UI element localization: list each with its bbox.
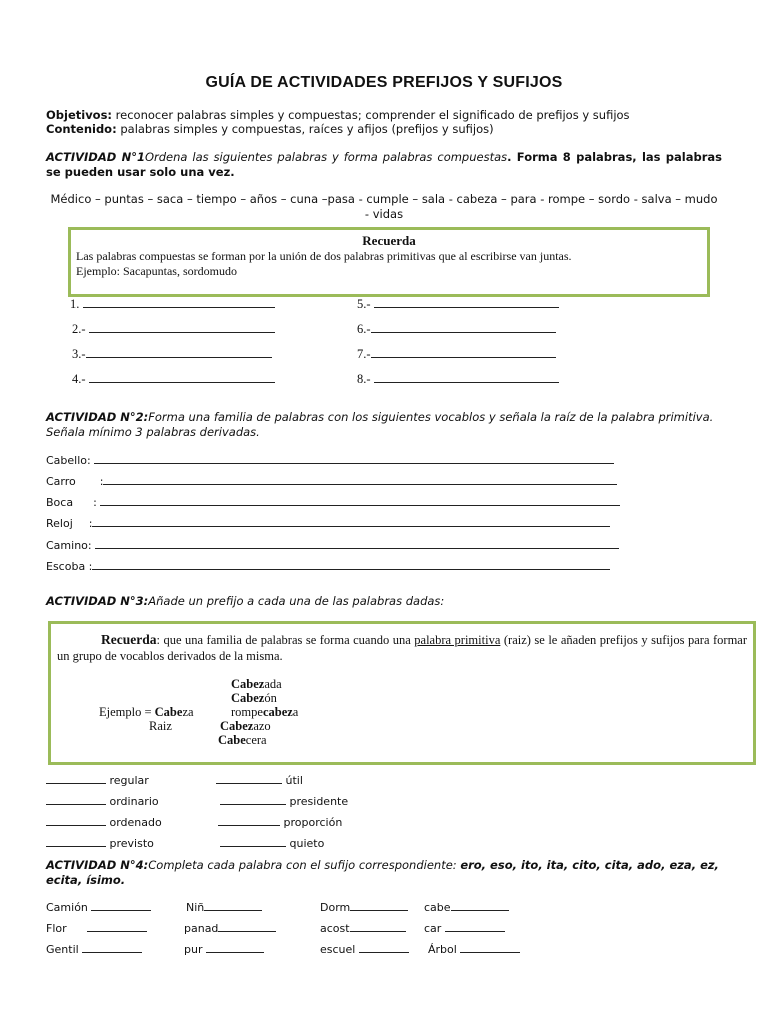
family-word: Carro: [46, 475, 76, 488]
answer-line[interactable]: [374, 307, 559, 308]
activity-1-word-list: Médico – puntas – saca – tiempo – años – cuna –pasa - cumple – sala - cabeza – para - rompe – sordo - salva – mudo - vidas: [50, 192, 718, 221]
suffix-line[interactable]: [91, 910, 151, 911]
family-line[interactable]: [100, 505, 620, 506]
suffix-word: cabe: [424, 901, 451, 914]
prefix-word: proporción: [283, 816, 343, 829]
activity-4-suffixes: ero, eso, ito, ita, cito, cita, ado, eza, ez, ecita, ísimo.: [46, 858, 719, 887]
answer-row-2[interactable]: [72, 322, 275, 337]
prefix-row-quieto[interactable]: [220, 837, 324, 850]
activity-1-text: Ordena las siguientes palabras y forma palabras compuestas: [144, 150, 508, 164]
suffix-item-escuel[interactable]: [320, 943, 409, 956]
example-root: Ejemplo = Cabeza: [99, 705, 194, 719]
answer-line[interactable]: [83, 307, 275, 308]
prefix-row-presidente[interactable]: [220, 795, 348, 808]
suffix-item-nin[interactable]: [186, 901, 262, 914]
family-word: Cabello: [46, 454, 88, 467]
answer-row-5[interactable]: [357, 297, 559, 312]
answer-number: 6.-: [357, 322, 371, 336]
answer-line[interactable]: [86, 357, 272, 358]
family-word: Escoba: [46, 560, 86, 573]
suffix-word: Gentil: [46, 943, 79, 956]
suffix-item-car[interactable]: [424, 922, 505, 935]
family-word: Camino: [46, 539, 88, 552]
prefix-line[interactable]: [46, 783, 106, 784]
suffix-item-acost[interactable]: [320, 922, 406, 935]
answer-row-4[interactable]: [72, 372, 275, 387]
recuerda-2-text: [57, 632, 747, 664]
family-line[interactable]: [92, 569, 610, 570]
answer-line[interactable]: [371, 332, 556, 333]
prefix-row-proporcion[interactable]: [218, 816, 342, 829]
objetivos-label: Objetivos:: [46, 108, 113, 122]
suffix-word: acost: [320, 922, 350, 935]
suffix-line[interactable]: [87, 931, 147, 932]
prefix-row-ordinario[interactable]: [46, 795, 159, 808]
family-row-escoba[interactable]: Escoba :: [46, 560, 610, 573]
activity-2-text: Forma una familia de palabras con los siguientes vocablos y señala la raíz de la palabra primitiva. Señala mínimo 3 palabras derivadas.: [46, 410, 714, 439]
answer-line[interactable]: [89, 382, 275, 383]
prefix-line[interactable]: [218, 825, 280, 826]
prefix-row-previsto[interactable]: [46, 837, 154, 850]
derived-word-1: Cabezada: [231, 677, 282, 691]
answer-line[interactable]: [89, 332, 275, 333]
prefix-line[interactable]: [220, 804, 286, 805]
activity-4-label: ACTIVIDAD N°4:: [46, 858, 149, 872]
objetivos-text: reconocer palabras simples y compuestas; comprender el significado de prefijos y sufijos: [112, 108, 630, 122]
recuerda-2-underlined: palabra primitiva: [414, 633, 501, 647]
recuerda-2-label: Recuerda: [101, 632, 157, 647]
answer-number: 5.-: [357, 297, 371, 311]
suffix-word: Flor: [46, 922, 67, 935]
prefix-word: ordenado: [109, 816, 162, 829]
suffix-item-flor[interactable]: [46, 922, 147, 935]
family-row-boca[interactable]: Boca :: [46, 496, 620, 509]
family-line[interactable]: [95, 548, 619, 549]
answer-number: 7.-: [357, 347, 371, 361]
answer-line[interactable]: [374, 382, 559, 383]
answer-number: 3.-: [72, 347, 86, 361]
answer-row-3[interactable]: [72, 347, 272, 362]
suffix-line[interactable]: [445, 931, 505, 932]
activity-4-text: Completa cada palabra con el sufijo correspondiente:: [148, 858, 457, 872]
suffix-word: Dorm: [320, 901, 351, 914]
answer-row-8[interactable]: [357, 372, 559, 387]
suffix-word: pur: [184, 943, 203, 956]
suffix-line[interactable]: [460, 952, 520, 953]
prefix-word: ordinario: [109, 795, 159, 808]
recuerda-box-2: [48, 621, 756, 765]
family-line[interactable]: [103, 484, 617, 485]
prefix-word: quieto: [289, 837, 325, 850]
answer-number: 4.-: [72, 372, 86, 386]
prefix-word: útil: [285, 774, 303, 787]
prefix-word: previsto: [109, 837, 154, 850]
raiz-label: Raiz: [149, 719, 172, 733]
derived-word-2: Cabezón: [231, 691, 277, 705]
answer-row-7[interactable]: [357, 347, 556, 362]
suffix-line[interactable]: [359, 952, 409, 953]
suffix-word: Camión: [46, 901, 88, 914]
contenido-text: palabras simples y compuestas, raíces y afijos (prefijos y sufijos): [116, 122, 494, 136]
family-word: Reloj: [46, 517, 73, 530]
suffix-word: panad: [184, 922, 219, 935]
objectives-block: [46, 108, 630, 136]
activity-1-label: ACTIVIDAD N°1: [46, 150, 145, 164]
activity-1-extra: . Forma 8 palabras, las palabras se pueden usar solo una vez.: [46, 150, 722, 179]
prefix-row-regular[interactable]: [46, 774, 149, 787]
suffix-line[interactable]: [218, 931, 276, 932]
prefix-word: regular: [109, 774, 149, 787]
answer-number: 1.: [70, 297, 80, 311]
family-word: Boca: [46, 496, 74, 509]
prefix-line[interactable]: [216, 783, 282, 784]
suffix-item-pur[interactable]: [184, 943, 264, 956]
family-row-reloj[interactable]: Reloj :: [46, 517, 610, 530]
answer-row-1[interactable]: [70, 297, 275, 312]
suffix-line[interactable]: [206, 952, 264, 953]
recuerda-example: Ejemplo: Sacapuntas, sordomudo: [76, 264, 237, 278]
recuerda-title: Recuerda: [362, 233, 416, 248]
page-title: GUÍA DE ACTIVIDADES PREFIJOS Y SUFIJOS: [205, 74, 563, 91]
family-row-cabello[interactable]: Cabello:: [46, 454, 614, 467]
prefix-line[interactable]: [46, 804, 106, 805]
prefix-row-ordenado[interactable]: [46, 816, 162, 829]
activity-3-text: Añade un prefijo a cada una de las palabras dadas:: [148, 594, 445, 608]
recuerda-box-1: [68, 227, 710, 297]
family-line[interactable]: [94, 463, 614, 464]
activity-3-label: ACTIVIDAD N°3:: [46, 594, 149, 608]
answer-number: 8.-: [357, 372, 371, 386]
activity-3-instructions: [46, 594, 722, 609]
answer-number: 2.-: [72, 322, 86, 336]
answer-line[interactable]: [371, 357, 556, 358]
suffix-line[interactable]: [82, 952, 142, 953]
answer-row-6[interactable]: [357, 322, 556, 337]
suffix-word: Árbol: [428, 943, 457, 956]
suffix-line[interactable]: [350, 910, 408, 911]
activity-4-instructions: [46, 858, 722, 888]
suffix-item-cabe[interactable]: [424, 901, 509, 914]
recuerda-text: Las palabras compuestas se forman por la unión de dos palabras primitivas que al escribirse van juntas.: [76, 249, 572, 263]
family-line[interactable]: [92, 526, 610, 527]
activity-2-label: ACTIVIDAD N°2:: [46, 410, 149, 424]
recuerda-2-pre: : que una familia de palabras se forma cuando una: [156, 633, 411, 647]
suffix-word: Niñ: [186, 901, 205, 914]
family-row-camino[interactable]: Camino:: [46, 539, 619, 552]
activity-2-instructions: [46, 410, 722, 440]
suffix-line[interactable]: [350, 931, 406, 932]
suffix-item-panad[interactable]: [184, 922, 276, 935]
prefix-line[interactable]: [46, 846, 106, 847]
derived-word-3: rompecabeza: [231, 705, 299, 719]
suffix-item-camion[interactable]: [46, 901, 151, 914]
suffix-item-gentil[interactable]: [46, 943, 142, 956]
suffix-line[interactable]: [451, 910, 509, 911]
prefix-row-util[interactable]: [216, 774, 303, 787]
prefix-line[interactable]: [46, 825, 106, 826]
activity-1-instructions: [46, 150, 722, 180]
suffix-word: escuel: [320, 943, 356, 956]
prefix-line[interactable]: [220, 846, 286, 847]
family-row-carro[interactable]: Carro :: [46, 475, 617, 488]
recuerda-2-post: (raiz) se le añaden prefijos y sufijos para formar un grupo de vocablos derivados de la misma.: [57, 633, 748, 663]
prefix-word: presidente: [289, 795, 349, 808]
suffix-item-dorm[interactable]: [320, 901, 408, 914]
suffix-word: car: [424, 922, 442, 935]
contenido-label: Contenido:: [46, 122, 117, 136]
suffix-line[interactable]: [204, 910, 262, 911]
suffix-item-arbol[interactable]: [428, 943, 520, 956]
derived-word-5: Cabecera: [218, 733, 267, 747]
derived-word-4: Cabezazo: [220, 719, 271, 733]
